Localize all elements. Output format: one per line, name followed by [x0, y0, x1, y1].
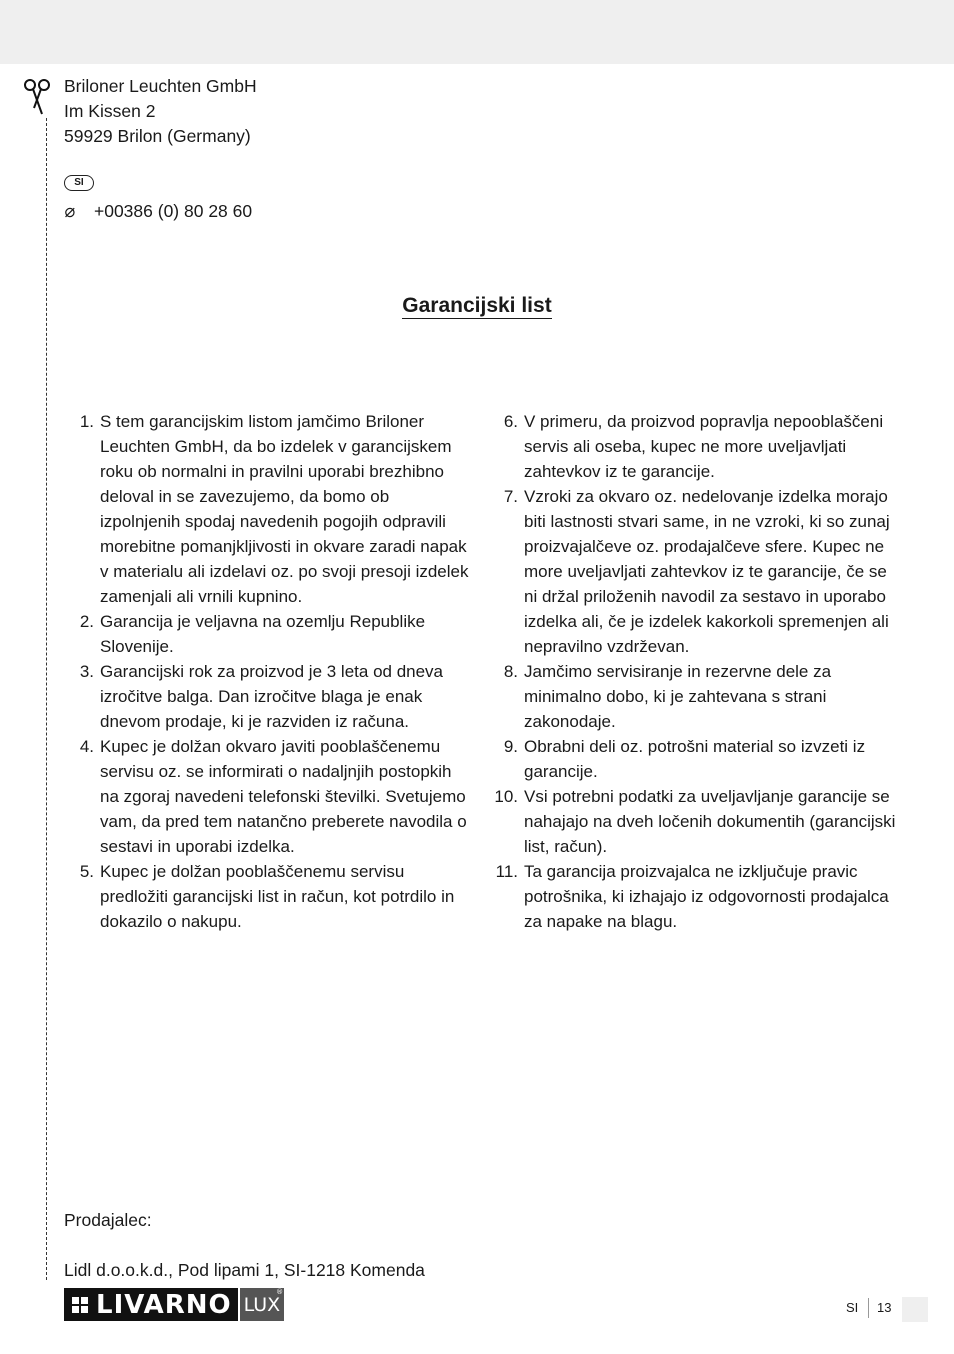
manufacturer-address	[64, 74, 257, 149]
phone-line	[64, 199, 252, 223]
logo-registered-mark: ®	[276, 1288, 284, 1296]
scissors-icon	[22, 76, 52, 116]
list-item	[488, 784, 898, 859]
item-text: Jamčimo servisiranje in rezervne dele za minimalno dobo, ki je zahtevana s strani zakonodaje.	[524, 662, 832, 731]
item-number: 8.	[503, 662, 518, 681]
item-text: Garancijski rok za proizvod je 3 leta od dneva izročitve balga. Dan izročitve blaga je enak dnevom prodaje, ki je razviden iz računa.	[100, 662, 444, 731]
item-number: 9.	[503, 737, 518, 756]
item-text: S tem garancijskim listom jamčimo Briloner Leuchten GmbH, da bo izdelek v garancijskem roku ob normalni in pravilni uporabi brezhibno deloval in se zavezujemo, da bomo ob izpolnjenih spodaj navedenih pogojih odpravili morebitne pomanjkljivosti in okvare zaradi napak v materialu ali izdelavi oz. po svoji presoji izdelek zamenjali ali vrnili kupnino.	[100, 412, 469, 606]
item-text: Vsi potrebni podatki za uveljavljanje garancije se nahajajo na dveh ločenih dokumentih (garancijski list, račun).	[524, 787, 896, 856]
list-item	[64, 409, 474, 609]
seller-address: Lidl d.o.o.k.d., Pod lipami 1, SI-1218 Komenda	[64, 1260, 425, 1280]
item-number: 2.	[79, 612, 94, 631]
item-number: 7.	[503, 487, 518, 506]
list-item	[64, 609, 474, 659]
terms-column-right	[488, 409, 898, 934]
country-badge: SI	[64, 175, 94, 191]
item-text: Ta garancija proizvajalca ne izključuje pravic potrošnika, ki izhajajo iz odgovornosti prodajalca za napake na blagu.	[524, 862, 889, 931]
footer-divider	[868, 1298, 869, 1318]
list-item	[64, 734, 474, 859]
page-number: 13	[877, 1300, 892, 1315]
list-item	[488, 409, 898, 484]
logo-main-text: LIVARNO	[96, 1289, 232, 1320]
item-number: 11.	[495, 862, 518, 881]
item-number: 5.	[79, 862, 94, 881]
list-item	[488, 659, 898, 734]
list-item	[488, 859, 898, 934]
company-name: Briloner Leuchten GmbH	[64, 76, 257, 96]
page-title: Garancijski list	[402, 294, 552, 317]
item-text: Obrabni deli oz. potrošni material so izvzeti iz garancije.	[524, 737, 866, 781]
street: Im Kissen 2	[64, 101, 156, 121]
footer-tab	[902, 1297, 928, 1322]
item-number: 3.	[79, 662, 94, 681]
terms-column-left	[64, 409, 474, 934]
phone-number: +00386 (0) 80 28 60	[94, 201, 253, 221]
item-text: Kupec je dolžan okvaro javiti pooblaščenemu servisu oz. se informirati o nadaljnjih postopkih na zgoraj navedeni telefonski številki. Svetujemo vam, da pred tem natančno preberete navodila o sestavi in uporabi izdelka.	[100, 737, 467, 856]
livarno-lux-logo	[64, 1288, 284, 1321]
city: 59929 Brilon (Germany)	[64, 126, 251, 146]
cut-line	[46, 118, 47, 1280]
item-text: Kupec je dolžan pooblaščenemu servisu predložiti garancijski list in račun, kot potrdilo in dokazilo o nakupu.	[100, 862, 455, 931]
item-number: 1.	[79, 412, 94, 431]
seller-label: Prodajalec:	[64, 1210, 152, 1230]
item-text: Garancija je veljavna na ozemlju Republike Slovenije.	[100, 612, 426, 656]
list-item	[488, 484, 898, 659]
item-number: 10.	[494, 787, 518, 806]
item-text: Vzroki za okvaro oz. nedelovanje izdelka morajo biti lastnosti stvari same, in ne vzroki, ki so zunaj proizvajalčeve oz. prodajalčeve sfere. Kupec ne more uveljavljati zahtevkov iz te garancije, če se ni držal priloženih navodil za sestavo in uporabo izdelka ali, če je izdelek kakorkoli spremenjen ali nepravilno vzdrževan.	[524, 487, 890, 656]
item-text: V primeru, da proizvod popravlja nepooblaščeni servis ali oseba, kupec ne more uveljavljati zahtevkov iz te garancije.	[524, 412, 884, 481]
logo-squares-icon	[72, 1297, 88, 1313]
list-item	[64, 659, 474, 734]
item-number: 6.	[503, 412, 518, 431]
phone-icon: ⌀	[64, 201, 75, 221]
list-item	[64, 859, 474, 934]
footer-language: SI	[846, 1300, 859, 1315]
list-item	[488, 734, 898, 784]
top-band	[0, 0, 954, 64]
item-number: 4.	[79, 737, 94, 756]
logo-sub-text: LUX	[243, 1293, 281, 1316]
